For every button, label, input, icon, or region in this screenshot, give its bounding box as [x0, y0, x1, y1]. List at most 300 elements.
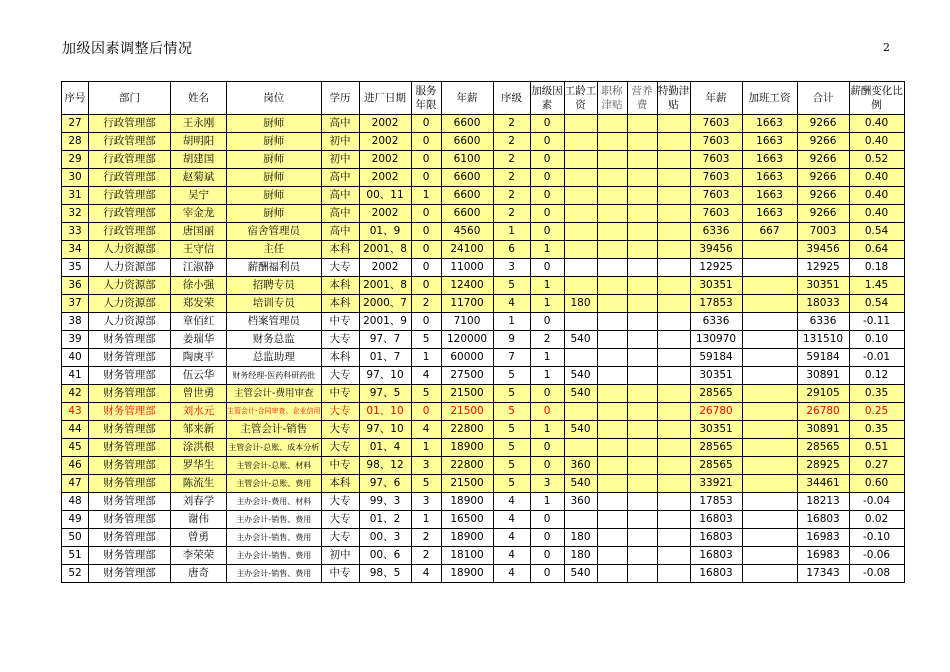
- service-years-cell: 4: [411, 565, 441, 583]
- service-years-cell: 0: [411, 277, 441, 295]
- education-cell: 大专: [321, 511, 359, 529]
- join-date-cell: 2002: [359, 259, 411, 277]
- table-row: [62, 259, 905, 277]
- new-annual-salary-cell: 17853: [690, 493, 742, 511]
- row-number: 44: [62, 421, 89, 439]
- table-row: [62, 457, 905, 475]
- table-row: [62, 151, 905, 169]
- seniority-pay-cell: 180: [564, 295, 597, 313]
- name-cell: 郑发荣: [171, 295, 227, 313]
- department-cell: 行政管理部: [89, 169, 171, 187]
- nutrition-fee-cell: [627, 457, 657, 475]
- department-cell: 财务管理部: [89, 439, 171, 457]
- education-cell: 中专: [321, 457, 359, 475]
- table-row: [62, 187, 905, 205]
- service-years-cell: 2: [411, 547, 441, 565]
- seniority-pay-cell: [564, 133, 597, 151]
- new-annual-salary-cell: 28565: [690, 457, 742, 475]
- service-years-cell: 0: [411, 133, 441, 151]
- service-years-cell: 0: [411, 115, 441, 133]
- name-cell: 曾世勇: [171, 385, 227, 403]
- name-cell: 王永刚: [171, 115, 227, 133]
- table-row: [62, 421, 905, 439]
- row-number: 37: [62, 295, 89, 313]
- new-annual-salary-cell: 28565: [690, 439, 742, 457]
- department-cell: 行政管理部: [89, 223, 171, 241]
- department-cell: 财务管理部: [89, 547, 171, 565]
- join-date-cell: 2002: [359, 169, 411, 187]
- nutrition-fee-cell: [627, 475, 657, 493]
- total-cell: 7003: [797, 223, 849, 241]
- level-cell: 5: [493, 475, 530, 493]
- table-row: [62, 475, 905, 493]
- position-cell: 主办会计-销售、费用: [227, 547, 322, 565]
- header-cell: 特勤津贴: [657, 82, 690, 115]
- join-date-cell: 97、10: [359, 421, 411, 439]
- level-cell: 4: [493, 493, 530, 511]
- overtime-pay-cell: 1663: [742, 115, 797, 133]
- name-cell: 涂洪根: [171, 439, 227, 457]
- department-cell: 人力资源部: [89, 313, 171, 331]
- header-cell: 合计: [797, 82, 849, 115]
- overtime-pay-cell: [742, 457, 797, 475]
- total-cell: 18213: [797, 493, 849, 511]
- table-row: [62, 529, 905, 547]
- annual-salary-cell: 6600: [441, 169, 493, 187]
- position-cell: 厨师: [227, 187, 322, 205]
- annual-salary-cell: 22800: [441, 421, 493, 439]
- overtime-pay-cell: [742, 511, 797, 529]
- change-ratio-cell: -0.10: [849, 529, 904, 547]
- annual-salary-cell: 6600: [441, 205, 493, 223]
- nutrition-fee-cell: [627, 295, 657, 313]
- name-cell: 赵菊斌: [171, 169, 227, 187]
- change-ratio-cell: 1.45: [849, 277, 904, 295]
- table-row: [62, 313, 905, 331]
- special-allowance-cell: [657, 565, 690, 583]
- overtime-pay-cell: [742, 403, 797, 421]
- table-row: [62, 403, 905, 421]
- name-cell: 陶庚平: [171, 349, 227, 367]
- total-cell: 9266: [797, 205, 849, 223]
- title-allowance-cell: [597, 259, 627, 277]
- education-cell: 大专: [321, 421, 359, 439]
- bonus-factor-cell: 0: [530, 511, 564, 529]
- title-allowance-cell: [597, 331, 627, 349]
- special-allowance-cell: [657, 367, 690, 385]
- header-cell: 营养费: [627, 82, 657, 115]
- bonus-factor-cell: 0: [530, 169, 564, 187]
- education-cell: 大专: [321, 439, 359, 457]
- title-allowance-cell: [597, 133, 627, 151]
- overtime-pay-cell: [742, 439, 797, 457]
- position-cell: 财务总监: [227, 331, 322, 349]
- service-years-cell: 0: [411, 169, 441, 187]
- change-ratio-cell: -0.11: [849, 313, 904, 331]
- title-allowance-cell: [597, 493, 627, 511]
- overtime-pay-cell: 1663: [742, 133, 797, 151]
- annual-salary-cell: 4560: [441, 223, 493, 241]
- join-date-cell: 2002: [359, 115, 411, 133]
- seniority-pay-cell: [564, 349, 597, 367]
- level-cell: 2: [493, 187, 530, 205]
- change-ratio-cell: -0.01: [849, 349, 904, 367]
- seniority-pay-cell: [564, 511, 597, 529]
- join-date-cell: 01、4: [359, 439, 411, 457]
- total-cell: 59184: [797, 349, 849, 367]
- title-allowance-cell: [597, 169, 627, 187]
- education-cell: 中专: [321, 385, 359, 403]
- title-allowance-cell: [597, 421, 627, 439]
- join-date-cell: 98、5: [359, 565, 411, 583]
- special-allowance-cell: [657, 349, 690, 367]
- service-years-cell: 0: [411, 259, 441, 277]
- bonus-factor-cell: 1: [530, 421, 564, 439]
- bonus-factor-cell: 0: [530, 439, 564, 457]
- seniority-pay-cell: 540: [564, 421, 597, 439]
- title-allowance-cell: [597, 529, 627, 547]
- department-cell: 财务管理部: [89, 349, 171, 367]
- education-cell: 本科: [321, 295, 359, 313]
- title-allowance-cell: [597, 241, 627, 259]
- name-cell: 曾勇: [171, 529, 227, 547]
- position-cell: 厨师: [227, 115, 322, 133]
- nutrition-fee-cell: [627, 259, 657, 277]
- header-cell: 加班工资: [742, 82, 797, 115]
- join-date-cell: 2002: [359, 151, 411, 169]
- name-cell: 江淑静: [171, 259, 227, 277]
- name-cell: 胡建国: [171, 151, 227, 169]
- join-date-cell: 00、3: [359, 529, 411, 547]
- row-number: 35: [62, 259, 89, 277]
- overtime-pay-cell: [742, 547, 797, 565]
- row-number: 46: [62, 457, 89, 475]
- change-ratio-cell: 0.12: [849, 367, 904, 385]
- name-cell: 吴宁: [171, 187, 227, 205]
- overtime-pay-cell: [742, 349, 797, 367]
- join-date-cell: 01、10: [359, 403, 411, 421]
- service-years-cell: 1: [411, 511, 441, 529]
- level-cell: 5: [493, 457, 530, 475]
- nutrition-fee-cell: [627, 493, 657, 511]
- level-cell: 3: [493, 259, 530, 277]
- bonus-factor-cell: 1: [530, 277, 564, 295]
- table-body: [62, 115, 905, 583]
- nutrition-fee-cell: [627, 421, 657, 439]
- name-cell: 唐奇: [171, 565, 227, 583]
- name-cell: 胡明阳: [171, 133, 227, 151]
- special-allowance-cell: [657, 331, 690, 349]
- annual-salary-cell: 60000: [441, 349, 493, 367]
- education-cell: 高中: [321, 169, 359, 187]
- new-annual-salary-cell: 33921: [690, 475, 742, 493]
- position-cell: 厨师: [227, 151, 322, 169]
- bonus-factor-cell: 0: [530, 565, 564, 583]
- position-cell: 主管会计-总账、材料: [227, 457, 322, 475]
- join-date-cell: 2001、8: [359, 241, 411, 259]
- seniority-pay-cell: [564, 205, 597, 223]
- total-cell: 12925: [797, 259, 849, 277]
- new-annual-salary-cell: 130970: [690, 331, 742, 349]
- total-cell: 18033: [797, 295, 849, 313]
- new-annual-salary-cell: 59184: [690, 349, 742, 367]
- department-cell: 财务管理部: [89, 475, 171, 493]
- change-ratio-cell: 0.40: [849, 133, 904, 151]
- education-cell: 大专: [321, 493, 359, 511]
- change-ratio-cell: 0.60: [849, 475, 904, 493]
- seniority-pay-cell: [564, 403, 597, 421]
- header-cell: 薪酬变化比例: [849, 82, 904, 115]
- row-number: 50: [62, 529, 89, 547]
- position-cell: 主办会计-销售、费用: [227, 511, 322, 529]
- new-annual-salary-cell: 17853: [690, 295, 742, 313]
- row-number: 42: [62, 385, 89, 403]
- total-cell: 17343: [797, 565, 849, 583]
- bonus-factor-cell: 0: [530, 457, 564, 475]
- service-years-cell: 0: [411, 223, 441, 241]
- join-date-cell: 2001、9: [359, 313, 411, 331]
- position-cell: 财务经理-医药科研药批: [227, 367, 322, 385]
- overtime-pay-cell: [742, 367, 797, 385]
- bonus-factor-cell: 0: [530, 115, 564, 133]
- seniority-pay-cell: [564, 259, 597, 277]
- service-years-cell: 4: [411, 367, 441, 385]
- special-allowance-cell: [657, 439, 690, 457]
- name-cell: 宰金龙: [171, 205, 227, 223]
- special-allowance-cell: [657, 277, 690, 295]
- join-date-cell: 97、6: [359, 475, 411, 493]
- position-cell: 招聘专员: [227, 277, 322, 295]
- row-number: 30: [62, 169, 89, 187]
- position-cell: 主办会计-销售、费用: [227, 565, 322, 583]
- overtime-pay-cell: [742, 295, 797, 313]
- join-date-cell: 00、11: [359, 187, 411, 205]
- row-number: 49: [62, 511, 89, 529]
- page-number: 2: [883, 41, 890, 54]
- special-allowance-cell: [657, 187, 690, 205]
- education-cell: 大专: [321, 367, 359, 385]
- education-cell: 本科: [321, 475, 359, 493]
- annual-salary-cell: 21500: [441, 403, 493, 421]
- position-cell: 厨师: [227, 169, 322, 187]
- title-allowance-cell: [597, 277, 627, 295]
- seniority-pay-cell: 180: [564, 529, 597, 547]
- new-annual-salary-cell: 30351: [690, 277, 742, 295]
- service-years-cell: 2: [411, 295, 441, 313]
- nutrition-fee-cell: [627, 205, 657, 223]
- new-annual-salary-cell: 39456: [690, 241, 742, 259]
- service-years-cell: 1: [411, 349, 441, 367]
- row-number: 34: [62, 241, 89, 259]
- education-cell: 初中: [321, 151, 359, 169]
- annual-salary-cell: 18900: [441, 439, 493, 457]
- level-cell: 4: [493, 547, 530, 565]
- table-row: [62, 241, 905, 259]
- title-allowance-cell: [597, 457, 627, 475]
- overtime-pay-cell: [742, 529, 797, 547]
- annual-salary-cell: 24100: [441, 241, 493, 259]
- education-cell: 高中: [321, 187, 359, 205]
- seniority-pay-cell: 180: [564, 547, 597, 565]
- department-cell: 财务管理部: [89, 565, 171, 583]
- position-cell: 主管会计-总账、费用: [227, 475, 322, 493]
- service-years-cell: 0: [411, 205, 441, 223]
- education-cell: 本科: [321, 349, 359, 367]
- row-number: 41: [62, 367, 89, 385]
- total-cell: 6336: [797, 313, 849, 331]
- seniority-pay-cell: [564, 277, 597, 295]
- nutrition-fee-cell: [627, 547, 657, 565]
- salary-table: [61, 81, 905, 583]
- table-row: [62, 565, 905, 583]
- change-ratio-cell: 0.40: [849, 205, 904, 223]
- join-date-cell: 2000、7: [359, 295, 411, 313]
- seniority-pay-cell: 540: [564, 385, 597, 403]
- name-cell: 姜瑞华: [171, 331, 227, 349]
- total-cell: 26780: [797, 403, 849, 421]
- join-date-cell: 98、12: [359, 457, 411, 475]
- total-cell: 9266: [797, 151, 849, 169]
- special-allowance-cell: [657, 133, 690, 151]
- special-allowance-cell: [657, 241, 690, 259]
- new-annual-salary-cell: 7603: [690, 115, 742, 133]
- new-annual-salary-cell: 12925: [690, 259, 742, 277]
- header-cell: 年薪: [690, 82, 742, 115]
- level-cell: 2: [493, 133, 530, 151]
- row-number: 39: [62, 331, 89, 349]
- change-ratio-cell: 0.18: [849, 259, 904, 277]
- seniority-pay-cell: 360: [564, 457, 597, 475]
- new-annual-salary-cell: 30351: [690, 421, 742, 439]
- change-ratio-cell: -0.04: [849, 493, 904, 511]
- bonus-factor-cell: 2: [530, 331, 564, 349]
- position-cell: 档案管理员: [227, 313, 322, 331]
- nutrition-fee-cell: [627, 151, 657, 169]
- row-number: 48: [62, 493, 89, 511]
- education-cell: 大专: [321, 259, 359, 277]
- row-number: 36: [62, 277, 89, 295]
- seniority-pay-cell: [564, 115, 597, 133]
- overtime-pay-cell: [742, 277, 797, 295]
- annual-salary-cell: 7100: [441, 313, 493, 331]
- new-annual-salary-cell: 30351: [690, 367, 742, 385]
- special-allowance-cell: [657, 151, 690, 169]
- bonus-factor-cell: 0: [530, 547, 564, 565]
- position-cell: 主管会计-合同审查、企业信用: [227, 403, 322, 421]
- join-date-cell: 99、3: [359, 493, 411, 511]
- header-cell: 学历: [321, 82, 359, 115]
- position-cell: 主任: [227, 241, 322, 259]
- seniority-pay-cell: [564, 439, 597, 457]
- annual-salary-cell: 27500: [441, 367, 493, 385]
- overtime-pay-cell: [742, 493, 797, 511]
- position-cell: 主管会计-总账、成本分析: [227, 439, 322, 457]
- table-row: [62, 115, 905, 133]
- level-cell: 7: [493, 349, 530, 367]
- header-cell: 姓名: [171, 82, 227, 115]
- header-cell: 部门: [89, 82, 171, 115]
- nutrition-fee-cell: [627, 565, 657, 583]
- education-cell: 高中: [321, 205, 359, 223]
- table-header-row: [62, 82, 905, 115]
- education-cell: 高中: [321, 115, 359, 133]
- annual-salary-cell: 120000: [441, 331, 493, 349]
- level-cell: 5: [493, 367, 530, 385]
- bonus-factor-cell: 0: [530, 223, 564, 241]
- department-cell: 人力资源部: [89, 277, 171, 295]
- level-cell: 1: [493, 223, 530, 241]
- title-allowance-cell: [597, 565, 627, 583]
- title-allowance-cell: [597, 367, 627, 385]
- department-cell: 财务管理部: [89, 457, 171, 475]
- total-cell: 9266: [797, 187, 849, 205]
- change-ratio-cell: 0.54: [849, 223, 904, 241]
- annual-salary-cell: 11000: [441, 259, 493, 277]
- new-annual-salary-cell: 26780: [690, 403, 742, 421]
- bonus-factor-cell: 1: [530, 367, 564, 385]
- total-cell: 9266: [797, 115, 849, 133]
- table-row: [62, 367, 905, 385]
- seniority-pay-cell: [564, 169, 597, 187]
- nutrition-fee-cell: [627, 277, 657, 295]
- seniority-pay-cell: [564, 313, 597, 331]
- nutrition-fee-cell: [627, 187, 657, 205]
- seniority-pay-cell: 540: [564, 475, 597, 493]
- bonus-factor-cell: 0: [530, 187, 564, 205]
- position-cell: 主管会计-费用审查: [227, 385, 322, 403]
- new-annual-salary-cell: 16803: [690, 529, 742, 547]
- overtime-pay-cell: 667: [742, 223, 797, 241]
- special-allowance-cell: [657, 457, 690, 475]
- department-cell: 人力资源部: [89, 241, 171, 259]
- change-ratio-cell: 0.10: [849, 331, 904, 349]
- service-years-cell: 3: [411, 457, 441, 475]
- nutrition-fee-cell: [627, 529, 657, 547]
- level-cell: 4: [493, 511, 530, 529]
- change-ratio-cell: 0.25: [849, 403, 904, 421]
- join-date-cell: 97、7: [359, 331, 411, 349]
- level-cell: 4: [493, 529, 530, 547]
- bonus-factor-cell: 1: [530, 241, 564, 259]
- education-cell: 大专: [321, 331, 359, 349]
- special-allowance-cell: [657, 385, 690, 403]
- total-cell: 16803: [797, 511, 849, 529]
- annual-salary-cell: 6100: [441, 151, 493, 169]
- table-row: [62, 169, 905, 187]
- change-ratio-cell: 0.35: [849, 385, 904, 403]
- join-date-cell: 97、5: [359, 385, 411, 403]
- change-ratio-cell: -0.06: [849, 547, 904, 565]
- join-date-cell: 00、6: [359, 547, 411, 565]
- overtime-pay-cell: 1663: [742, 151, 797, 169]
- position-cell: 厨师: [227, 205, 322, 223]
- annual-salary-cell: 18900: [441, 493, 493, 511]
- education-cell: 初中: [321, 547, 359, 565]
- annual-salary-cell: 6600: [441, 133, 493, 151]
- change-ratio-cell: 0.54: [849, 295, 904, 313]
- name-cell: 邹来新: [171, 421, 227, 439]
- title-allowance-cell: [597, 385, 627, 403]
- special-allowance-cell: [657, 493, 690, 511]
- overtime-pay-cell: [742, 259, 797, 277]
- overtime-pay-cell: [742, 241, 797, 259]
- annual-salary-cell: 12400: [441, 277, 493, 295]
- nutrition-fee-cell: [627, 511, 657, 529]
- row-number: 32: [62, 205, 89, 223]
- position-cell: 主管会计-销售: [227, 421, 322, 439]
- nutrition-fee-cell: [627, 169, 657, 187]
- row-number: 51: [62, 547, 89, 565]
